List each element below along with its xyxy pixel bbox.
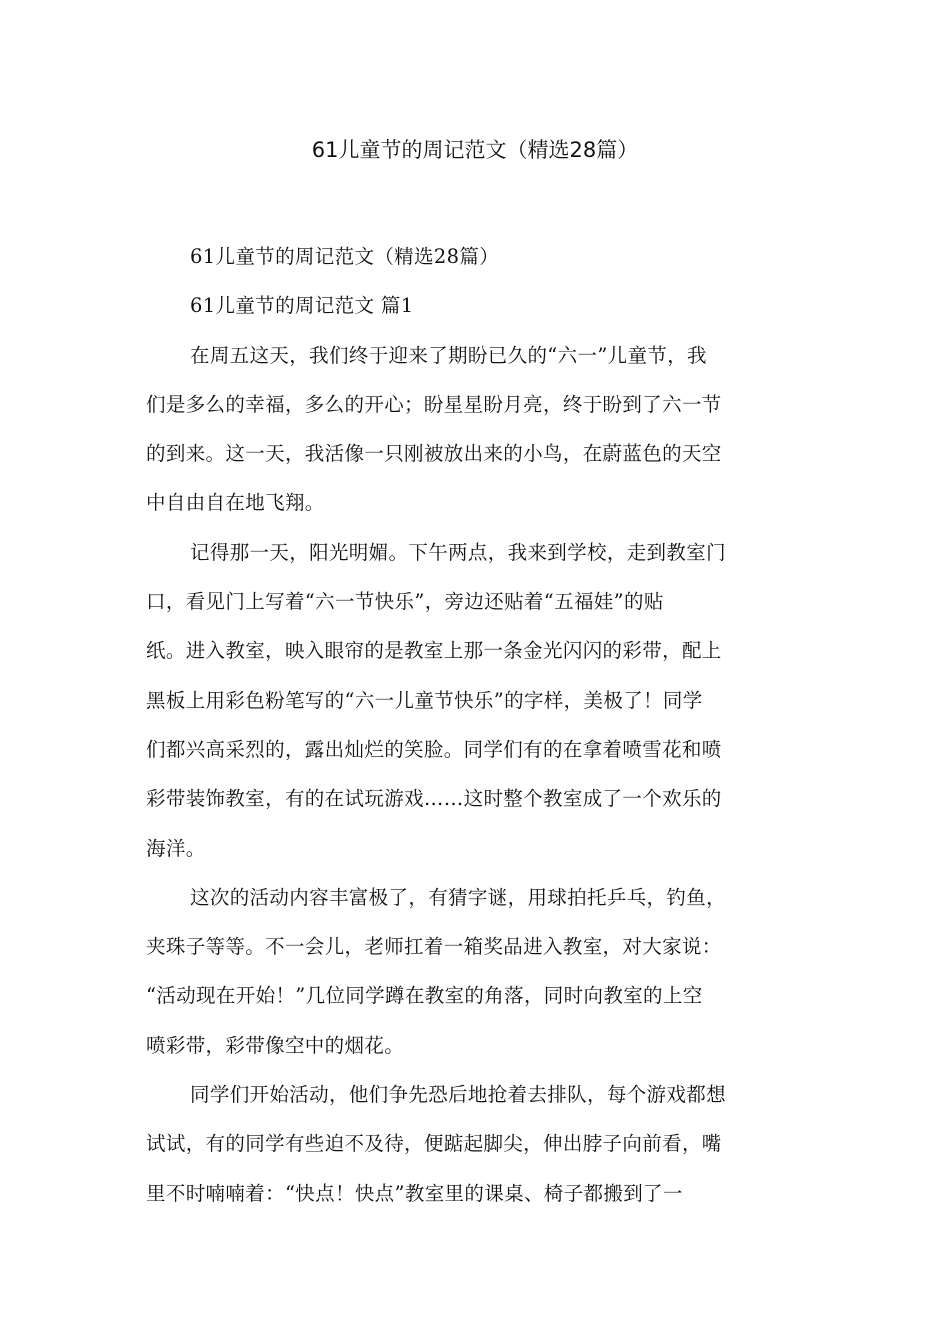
text-line: 中自由自在地飞翔。 xyxy=(146,491,325,515)
text-line: 在周五这天，我们终于迎来了期盼已久的“六一”儿童节，我 xyxy=(190,343,707,367)
text-line: 彩带装饰教室，有的在试玩游戏……这时整个教室成了一个欢乐的 xyxy=(146,787,722,811)
text-line: 试试，有的同学有些迫不及待，便踮起脚尖，伸出脖子向前看，嘴 xyxy=(146,1132,722,1156)
text-line: 纸。进入教室，映入眼帘的是教室上那一条金光闪闪的彩带，配上 xyxy=(146,639,722,663)
text-line: 黑板上用彩色粉笔写的“六一儿童节快乐”的字样，美极了！同学 xyxy=(146,688,703,712)
text-line: 的到来。这一天，我活像一只刚被放出来的小鸟，在蔚蓝色的天空 xyxy=(146,442,722,466)
text-line: 喷彩带，彩带像空中的烟花。 xyxy=(146,1033,405,1057)
subtitle-line: 61儿童节的周记范文（精选28篇） xyxy=(190,245,500,268)
text-line: 里不时喃喃着：“快点！快点”教室里的课桌、椅子都搬到了一 xyxy=(146,1181,683,1205)
text-line: 海洋。 xyxy=(146,836,206,860)
document-body xyxy=(146,232,806,1218)
text-line: 们都兴高采烈的，露出灿烂的笑脸。同学们有的在拿着喷雪花和喷 xyxy=(146,737,722,761)
text-line: 夹珠子等等。不一会儿，老师扛着一箱奖品进入教室，对大家说： xyxy=(146,935,722,959)
text-line: “活动现在开始！”几位同学蹲在教室的角落，同时向教室的上空 xyxy=(146,984,703,1008)
text-line: 同学们开始活动，他们争先恐后地抢着去排队，每个游戏都想 xyxy=(190,1083,726,1107)
text-line: 口，看见门上写着“六一节快乐”，旁边还贴着“五福娃”的贴 xyxy=(146,590,664,614)
text-line: 记得那一天，阳光明媚。下午两点，我来到学校，走到教室门 xyxy=(190,540,726,564)
page-title: 61儿童节的周记范文（精选28篇） xyxy=(311,138,639,162)
text-line: 们是多么的幸福，多么的开心；盼星星盼月亮，终于盼到了六一节 xyxy=(146,392,722,416)
section-heading: 61儿童节的周记范文 篇1 xyxy=(190,294,414,318)
text-line: 这次的活动内容丰富极了，有猜字谜，用球拍托乒乓，钓鱼， xyxy=(190,885,726,909)
